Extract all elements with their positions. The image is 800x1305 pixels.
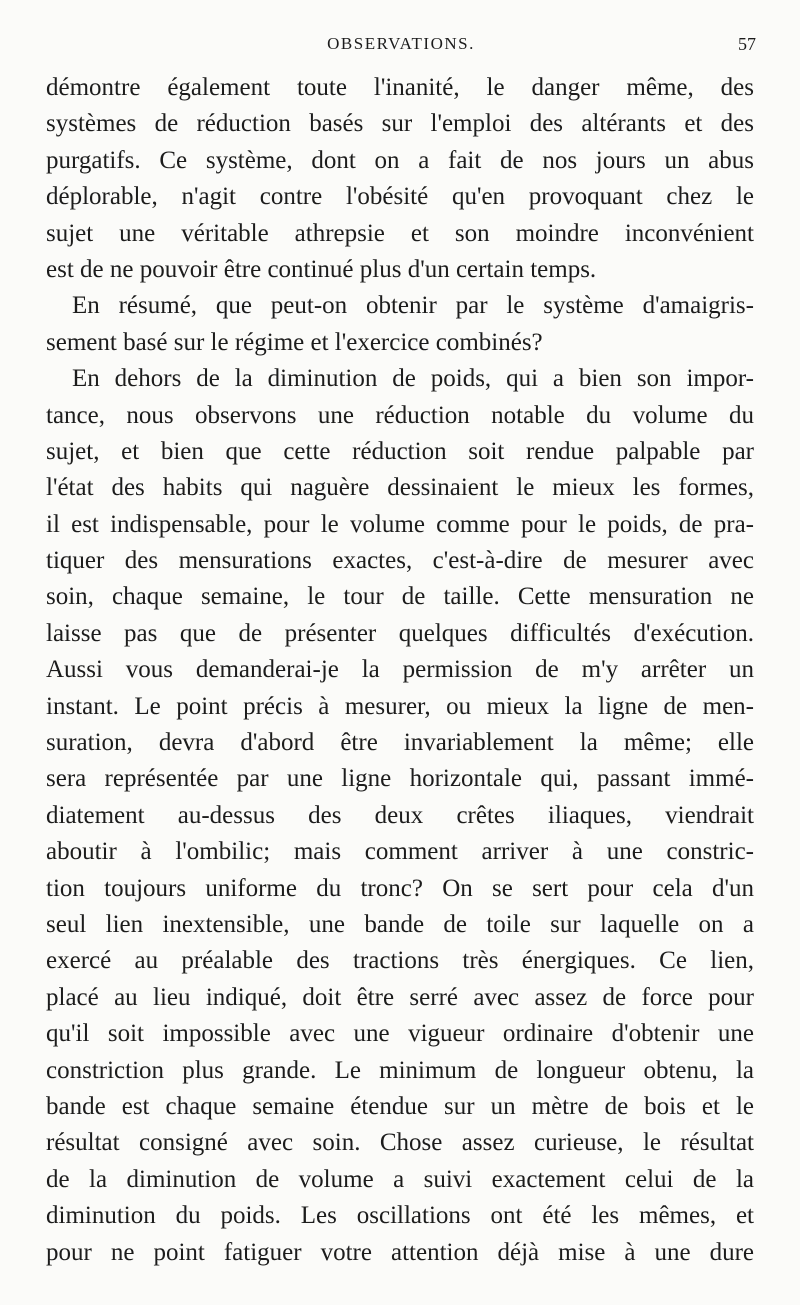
- text-line: de la diminution de volume a suivi exactement celui de la: [46, 1165, 754, 1193]
- text-line: résultat consigné avec soin. Chose assez curieuse, le résultat: [46, 1129, 754, 1157]
- text-line: systèmes de réduction basés sur l'emploi des altérants et des: [46, 110, 754, 138]
- text-line: placé au lieu indiqué, doit être serré avec assez de force pour: [46, 983, 754, 1011]
- text-line: déplorable, n'agit contre l'obésité qu'en provoquant chez le: [46, 183, 754, 211]
- text-line: suration, devra d'abord être invariablement la même; elle: [46, 729, 754, 757]
- text-line: purgatifs. Ce système, dont on a fait de nos jours un abus: [46, 146, 754, 174]
- text-line: diatement au-dessus des deux crêtes iliaques, viendrait: [46, 801, 754, 829]
- text-line: qu'il soit impossible avec une vigueur ordinaire d'obtenir une: [46, 1020, 754, 1048]
- text-line: sement basé sur le régime et l'exercice combinés?: [46, 328, 543, 356]
- text-line: sujet, et bien que cette réduction soit rendue palpable par: [46, 437, 754, 465]
- body-text: [46, 70, 754, 1271]
- text-line: Aussi vous demanderai-je la permission de m'y arrêter un: [46, 656, 754, 684]
- text-line: l'état des habits qui naguère dessinaient le mieux les formes,: [46, 474, 754, 502]
- text-line: sera représentée par une ligne horizontale qui, passant immé-: [46, 765, 754, 793]
- text-line: pour ne point fatiguer votre attention déjà mise à une dure: [46, 1238, 754, 1266]
- text-line: seul lien inextensible, une bande de toile sur laquelle on a: [46, 910, 754, 938]
- text-line: est de ne pouvoir être continué plus d'un certain temps.: [46, 255, 597, 283]
- text-line: il est indispensable, pour le volume comme pour le poids, de pra-: [46, 510, 754, 538]
- text-line: diminution du poids. Les oscillations ont été les mêmes, et: [46, 1202, 754, 1230]
- text-line: tiquer des mensurations exactes, c'est-à-dire de mesurer avec: [46, 547, 754, 575]
- text-line: exercé au préalable des tractions très énergiques. Ce lien,: [46, 947, 754, 975]
- text-line: aboutir à l'ombilic; mais comment arriver à une constric-: [46, 838, 754, 866]
- running-head: OBSERVATIONS.: [327, 34, 475, 53]
- page-number: 57: [738, 34, 756, 54]
- text-line: tance, nous observons une réduction notable du volume du: [46, 401, 754, 429]
- text-line: En dehors de la diminution de poids, qui a bien son impor-: [72, 365, 754, 393]
- text-line: En résumé, que peut-on obtenir par le système d'amaigris-: [72, 292, 754, 320]
- text-line: bande est chaque semaine étendue sur un mètre de bois et le: [46, 1092, 754, 1120]
- text-line: soin, chaque semaine, le tour de taille. Cette mensuration ne: [46, 583, 754, 611]
- text-line: sujet une véritable athrepsie et son moindre inconvénient: [46, 219, 754, 247]
- text-line: laisse pas que de présenter quelques difficultés d'exécution.: [46, 619, 754, 647]
- text-line: démontre également toute l'inanité, le danger même, des: [46, 74, 754, 101]
- text-line: instant. Le point précis à mesurer, ou mieux la ligne de men-: [46, 692, 754, 720]
- page-header: [46, 34, 756, 60]
- text-line: constriction plus grande. Le minimum de longueur obtenu, la: [46, 1056, 754, 1084]
- text-line: tion toujours uniforme du tronc? On se sert pour cela d'un: [46, 874, 754, 902]
